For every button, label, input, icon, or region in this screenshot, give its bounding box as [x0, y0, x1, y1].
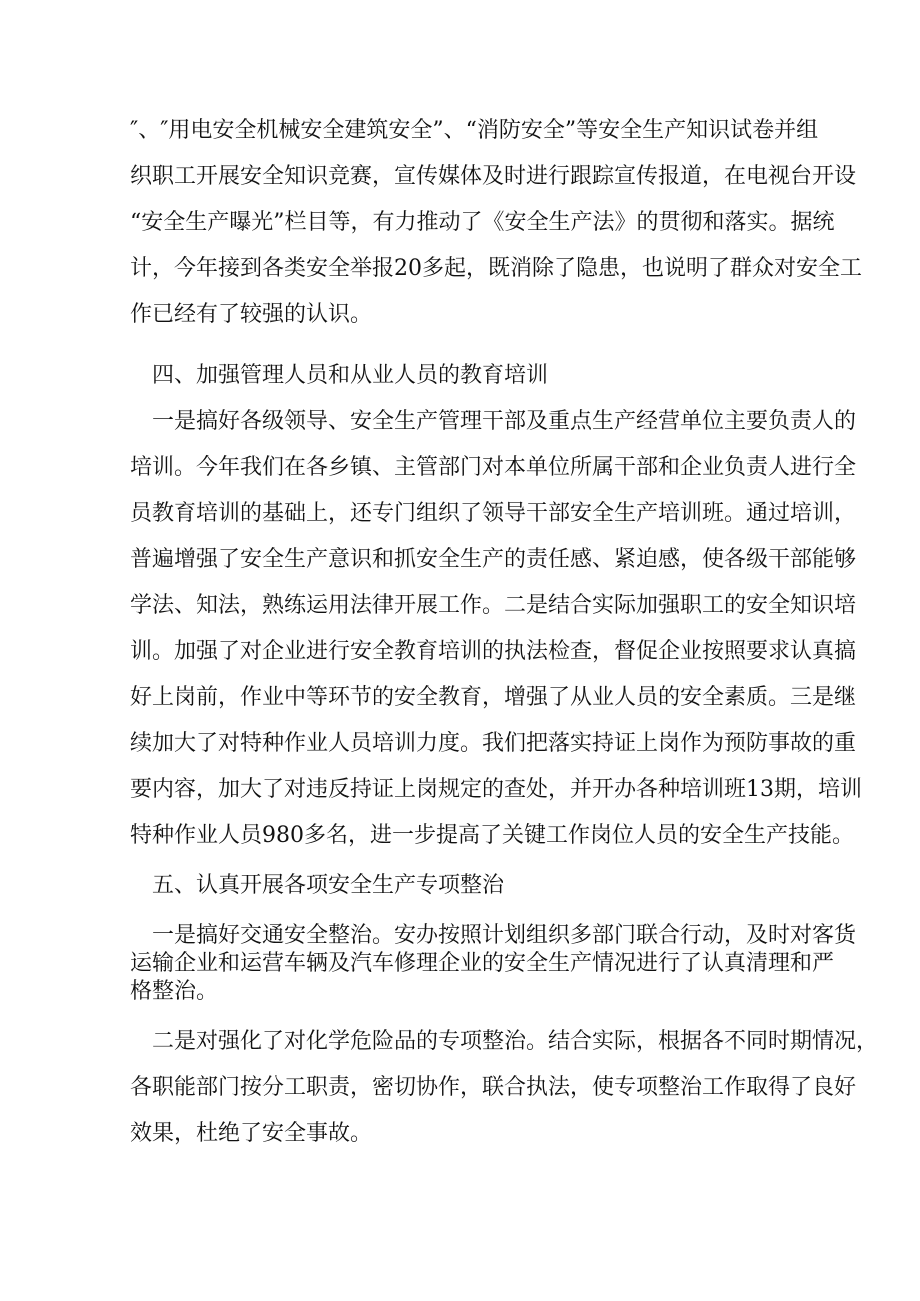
text-line: 效果，杜绝了安全事故。 [130, 1121, 373, 1146]
text-line: 好上岗前，作业中等环节的安全教育，增强了从业人员的安全素质。三是继 [130, 685, 857, 710]
section-heading-rectification [130, 872, 800, 900]
text-line: 续加大了对特种作业人员培训力度。我们把落实持证上岗作为预防事故的重 [130, 731, 857, 756]
text-line: ″、″用电安全机械安全建筑安全”、“消防安全”等安全生产知识试卷并组 [130, 118, 819, 143]
text-line: 普遍增强了安全生产意识和抓安全生产的责任感、紧迫感，使各级干部能够 [130, 547, 857, 572]
text-line: 学法、知法，熟练运用法律开展工作。二是结合实际加强职工的安全知识培 [130, 593, 857, 618]
text-line: 特种作业人员980多名，进一步提高了关键工作岗位人员的安全生产技能。 [130, 823, 854, 848]
section-heading-training [130, 353, 800, 399]
text-line: 训。加强了对企业进行安全教育培训的执法检查，督促企业按照要求认真搞 [130, 639, 857, 664]
text-line: 织职工开展安全知识竞赛，宣传媒体及时进行跟踪宣传报道，在电视台开设 [130, 164, 857, 189]
heading-text: 四、加强管理人员和从业人员的教育培训 [152, 363, 549, 388]
paragraph-training [130, 399, 862, 859]
text-line: 培训。今年我们在各乡镇、主管部门对本单位所属干部和企业负责人进行全 [130, 455, 857, 480]
text-line: 员教育培训的基础上，还专门组织了领导干部安全生产培训班。通过培训， [130, 501, 857, 526]
text-line: 运输企业和运营车辆及汽车修理企业的安全生产情况进行了认真清理和严 [130, 951, 835, 976]
text-line: 二是对强化了对化学危险品的专项整治。结合实际，根据各不同时期情况， [152, 1029, 879, 1054]
text-line: “安全生产曝光”栏目等，有力推动了《安全生产法》的贯彻和落实。据统 [130, 210, 835, 235]
text-line: 一是搞好各级领导、安全生产管理干部及重点生产经营单位主要负责人的 [152, 409, 857, 434]
paragraph-traffic-safety [130, 922, 857, 1006]
text-line: 要内容，加大了对违反持证上岗规定的查处，并开办各种培训班13期，培训 [130, 777, 862, 802]
text-line: 一是搞好交通安全整治。安办按照计划组织多部门联合行动，及时对客货 [152, 923, 857, 948]
text-line: 作已经有了较强的认识。 [130, 302, 373, 327]
heading-text: 五、认真开展各项安全生产专项整治 [152, 873, 505, 898]
text-line: 计，今年接到各类安全举报20多起，既消除了隐患，也说明了群众对安全工 [130, 256, 862, 281]
text-line: 格整治。 [130, 979, 219, 1004]
paragraph-safety-publicity [130, 108, 862, 338]
text-line: 各职能部门按分工职责，密切协作，联合执法，使专项整治工作取得了良好 [130, 1075, 857, 1100]
paragraph-hazardous-chemicals [130, 1019, 879, 1157]
